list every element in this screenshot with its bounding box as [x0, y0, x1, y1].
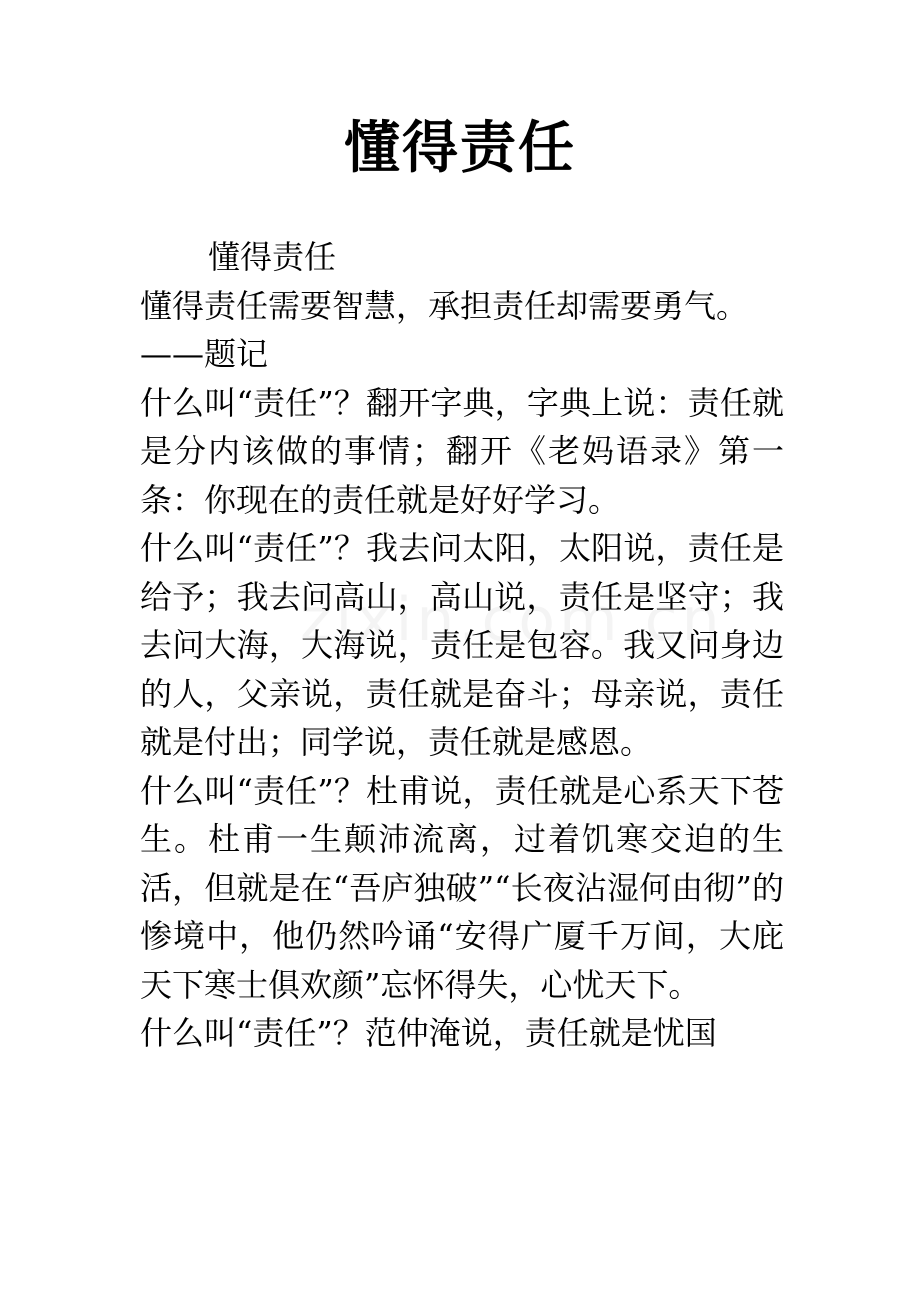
epigraph: 懂得责任需要智慧，承担责任却需要勇气。 — [140, 286, 749, 325]
subtitle: 懂得责任 — [208, 238, 337, 276]
paragraph: 什么叫“责任”？范仲淹说，责任就是忧国 — [140, 1014, 717, 1052]
document-body — [140, 233, 784, 1058]
epigraph-source: ——题记 — [140, 335, 269, 373]
paragraph: 什么叫“责任”？翻开字典，字典上说：责任就是分内该做的事情；翻开《老妈语录》第一条：你现在的责任就是好好学习。 — [140, 383, 784, 519]
paragraph: 什么叫“责任”？杜甫说，责任就是心系天下苍生。杜甫一生颠沛流离，过着饥寒交迫的生活，但就是在“吾庐独破”“长夜沾湿何由彻”的惨境中，他仍然吟诵“安得广厦千万间，大庇天下寒士俱欢颜”忘怀得失，心忧天下。 — [140, 771, 784, 1004]
paragraph: 什么叫“责任”？我去问太阳，太阳说，责任是给予；我去问高山，高山说，责任是坚守；我去问大海，大海说，责任是包容。我又问身边的人，父亲说，责任就是奋斗；母亲说，责任就是付出；同学说，责任就是感恩。 — [140, 529, 784, 761]
document-title: 懂得责任 — [344, 115, 576, 181]
